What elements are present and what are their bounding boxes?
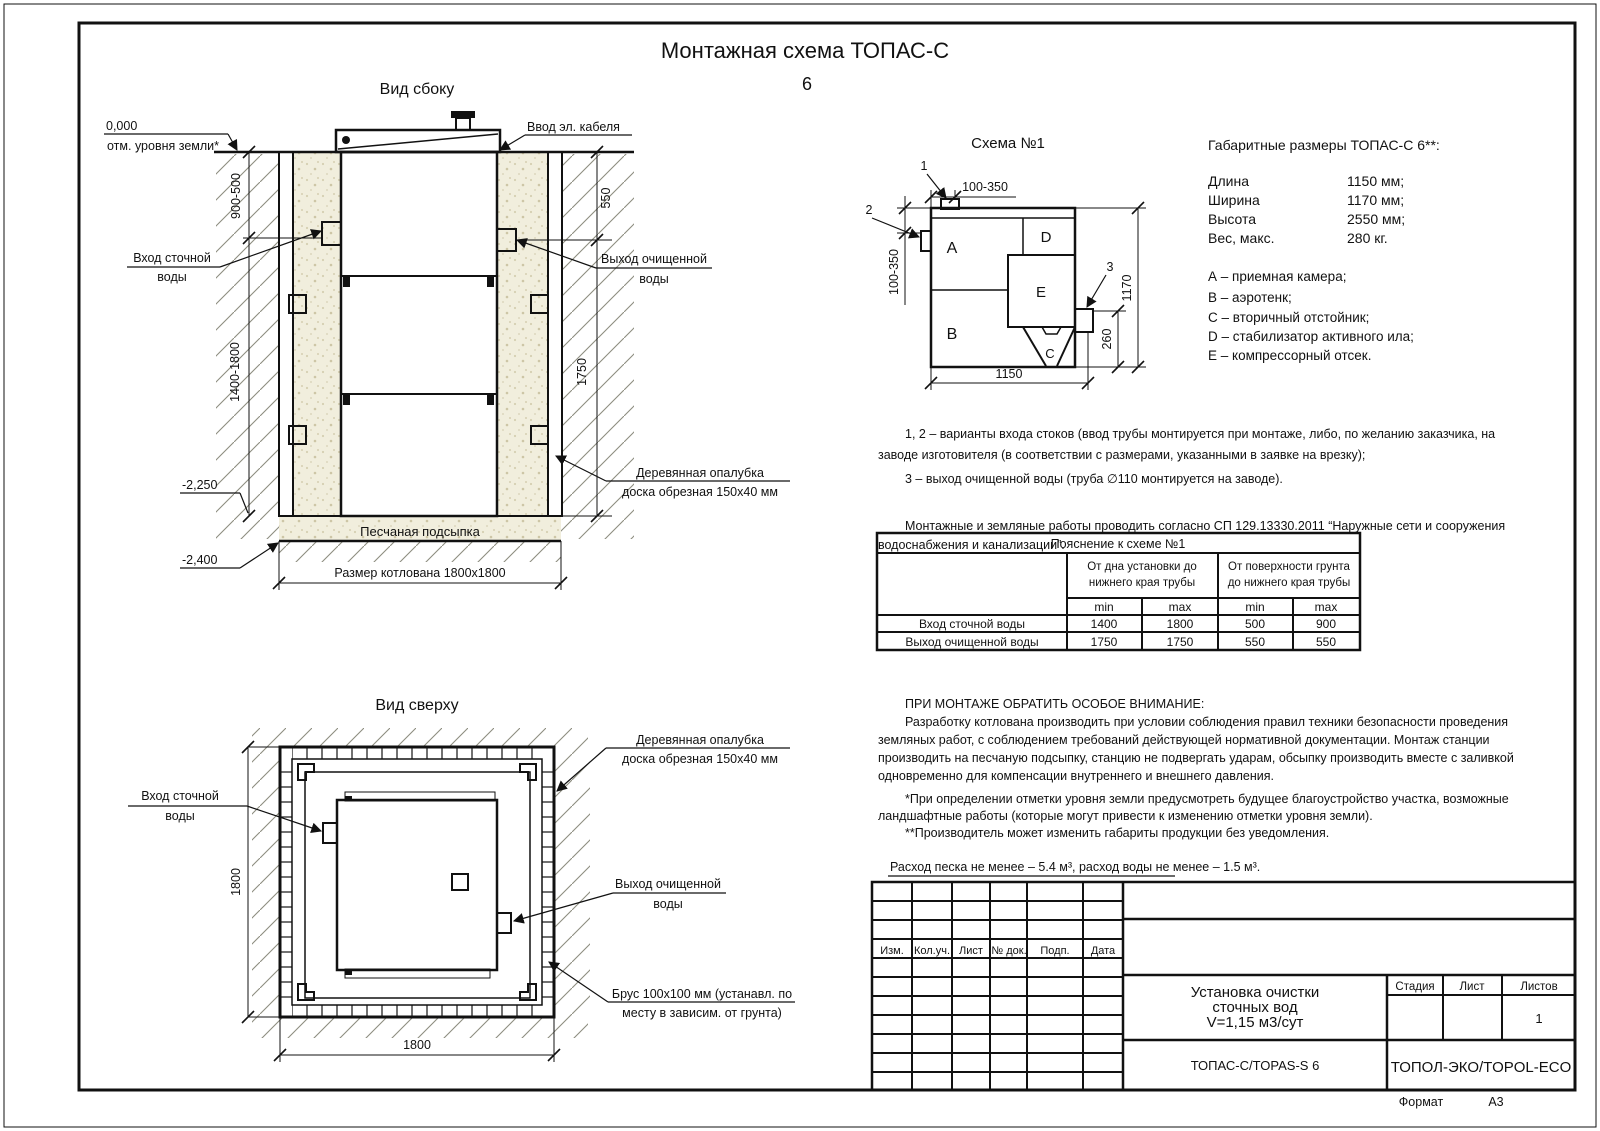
svg-text:3 – выход очищенной воды (труб: 3 – выход очищенной воды (труба ∅110 монтируется на заводе). bbox=[905, 472, 1283, 486]
svg-text:1800: 1800 bbox=[403, 1038, 431, 1052]
svg-text:Монтажные и земляные работы пр: Монтажные и земляные работы проводить согласно СП 129.13330.2011 “Наружные сети и сооружения bbox=[905, 519, 1506, 533]
svg-text:Вход сточной воды: Вход сточной воды bbox=[918, 617, 1026, 631]
top-formwork-label bbox=[557, 733, 790, 791]
compartment-b: B bbox=[946, 326, 958, 343]
stamp-model: ТОПАС-С/TOPAS-S 6 bbox=[1190, 1058, 1320, 1073]
svg-text:1400: 1400 bbox=[1090, 617, 1118, 631]
svg-text:1170 мм;: 1170 мм; bbox=[1347, 192, 1405, 208]
legend-block bbox=[1208, 269, 1414, 363]
top-inlet-pipe bbox=[323, 823, 337, 843]
svg-text:Изм.: Изм. bbox=[880, 945, 904, 957]
svg-text:Выход очищенной: Выход очищенной bbox=[615, 877, 721, 891]
svg-text:100-350: 100-350 bbox=[887, 249, 901, 295]
svg-text:Деревянная опалубка: Деревянная опалубка bbox=[636, 466, 764, 480]
svg-text:min: min bbox=[1245, 600, 1265, 614]
svg-text:Вход сточной: Вход сточной bbox=[141, 789, 219, 803]
compartment-c: C bbox=[1045, 346, 1055, 361]
svg-text:воды: воды bbox=[653, 897, 683, 911]
svg-text:Кол.уч.: Кол.уч. bbox=[913, 945, 951, 957]
svg-text:Ширина: Ширина bbox=[1208, 192, 1260, 208]
top-formwork bbox=[280, 747, 554, 1017]
svg-text:Длина: Длина bbox=[1208, 173, 1249, 189]
svg-text:**Производитель может изменить: **Производитель может изменить габариты продукции без уведомления. bbox=[905, 826, 1330, 840]
stamp-sheets-value: 1 bbox=[1535, 1011, 1543, 1026]
svg-text:заводе изготовителя (в соответ: заводе изготовителя (в соответствии с размерами, указанными в заявке на врезку); bbox=[878, 448, 1366, 462]
svg-text:месту в зависим. от грунта): месту в зависим. от грунта) bbox=[622, 1006, 782, 1020]
svg-text:В – аэротенк;: В – аэротенк; bbox=[1208, 290, 1292, 305]
svg-text:А3: А3 bbox=[1488, 1095, 1504, 1109]
svg-text:500: 500 bbox=[1244, 617, 1266, 631]
top-hatch-opening bbox=[452, 874, 468, 890]
svg-text:-2,400: -2,400 bbox=[182, 553, 218, 567]
specs-block bbox=[1208, 137, 1440, 246]
svg-text:производить на песчаную подсып: производить на песчаную подсыпку, станцию не подвергать ударам, обсыпку производить вместе с заливкой bbox=[878, 751, 1514, 765]
schema-stub-3 bbox=[1075, 309, 1093, 332]
svg-text:доска обрезная 150х40 мм: доска обрезная 150х40 мм bbox=[622, 752, 778, 766]
svg-text:550: 550 bbox=[1315, 635, 1337, 649]
svg-text:земляных работ, с соблюдением: земляных работ, с соблюдением требований действующей нормативной документации. Монтаж станции bbox=[878, 733, 1490, 747]
warning-block bbox=[878, 697, 1514, 783]
svg-text:Подп.: Подп. bbox=[1040, 945, 1070, 957]
svg-text:1, 2 – варианты входа стоков: 1, 2 – варианты входа стоков (ввод трубы монтируется при монтаже, либо, по желанию заказчика, на bbox=[905, 427, 1496, 441]
tank-body bbox=[341, 152, 497, 516]
compartment-a: A bbox=[946, 240, 958, 257]
svg-text:D – стабилизатор активного ила: D – стабилизатор активного ила; bbox=[1208, 329, 1414, 344]
lid-hinge-dot bbox=[342, 136, 350, 144]
svg-text:Лист: Лист bbox=[959, 945, 983, 957]
svg-text:min: min bbox=[1094, 600, 1114, 614]
svg-text:Брус 100х100 мм (устанавл. по: Брус 100х100 мм (устанавл. по bbox=[611, 987, 793, 1001]
schema-title: Схема №1 bbox=[971, 135, 1045, 152]
lid-vent-cap bbox=[456, 118, 470, 130]
level-mark-2400 bbox=[180, 543, 278, 568]
title-block bbox=[872, 882, 1575, 1090]
svg-text:1750: 1750 bbox=[1090, 635, 1118, 649]
dim-1400-1800: 1400-1800 bbox=[228, 342, 242, 402]
svg-text:Установка очистки: Установка очистки bbox=[1190, 984, 1320, 1001]
svg-text:Вход сточной: Вход сточной bbox=[133, 251, 211, 265]
specs-heading: Габаритные размеры ТОПАС-С 6**: bbox=[1208, 137, 1440, 153]
svg-text:280 кг.: 280 кг. bbox=[1347, 230, 1388, 246]
svg-text:V=1,15 м3/сут: V=1,15 м3/сут bbox=[1206, 1014, 1304, 1031]
svg-text:max: max bbox=[1168, 600, 1192, 614]
dim-550: 550 bbox=[599, 187, 613, 209]
svg-text:Выход очищенной воды: Выход очищенной воды bbox=[905, 635, 1039, 649]
svg-text:1800: 1800 bbox=[1166, 617, 1194, 631]
warning-heading: ПРИ МОНТАЖЕ ОБРАТИТЬ ОСОБОЕ ВНИМАНИЕ: bbox=[905, 697, 1205, 711]
compartment-e: E bbox=[1035, 284, 1047, 301]
svg-text:А – приемная камера;: А – приемная камера; bbox=[1208, 269, 1347, 284]
ground-level-label bbox=[104, 119, 237, 153]
svg-text:1150: 1150 bbox=[995, 367, 1023, 381]
stamp-sheets-label: Листов bbox=[1520, 981, 1558, 993]
svg-text:*При определении отметки уровн: *При определении отметки уровня земли предусмотреть будущее благоустройство участка, возможные bbox=[905, 792, 1509, 806]
svg-text:воды: воды bbox=[157, 270, 187, 284]
svg-text:2: 2 bbox=[865, 203, 873, 217]
table-row bbox=[919, 617, 1336, 631]
svg-text:сточных вод: сточных вод bbox=[1212, 999, 1298, 1016]
svg-text:1750: 1750 bbox=[1166, 635, 1194, 649]
stamp-sheet-label: Лист bbox=[1459, 981, 1485, 993]
cable-entry-label bbox=[500, 120, 632, 150]
schema-dimensions bbox=[887, 180, 1146, 390]
svg-text:Дата: Дата bbox=[1090, 945, 1116, 957]
stamp-product-name bbox=[1191, 984, 1320, 1031]
svg-text:От поверхности грунта: От поверхности грунта bbox=[1228, 561, 1350, 573]
svg-text:Расход песка не менее – 5.4 м³: Расход песка не менее – 5.4 м³, расход воды не менее – 1.5 м³. bbox=[890, 860, 1261, 874]
svg-text:№ док.: № док. bbox=[991, 945, 1027, 957]
svg-text:От дна установки до: От дна установки до bbox=[1087, 561, 1197, 573]
svg-text:550: 550 bbox=[1244, 635, 1266, 649]
consumption-note bbox=[888, 860, 1260, 876]
svg-text:Высота: Высота bbox=[1208, 211, 1257, 227]
top-view-title: Вид сверху bbox=[375, 697, 459, 714]
svg-text:1: 1 bbox=[920, 159, 928, 173]
side-view-title: Вид сбоку bbox=[379, 81, 455, 98]
stamp-company: ТОПОЛ-ЭКО/TOPOL-ECO bbox=[1390, 1059, 1572, 1076]
svg-text:Вес, макс.: Вес, макс. bbox=[1208, 230, 1275, 246]
dim-1750: 1750 bbox=[575, 358, 589, 386]
page-title-number: 6 bbox=[801, 74, 813, 94]
format-note bbox=[1399, 1095, 1504, 1109]
svg-text:С – вторичный отстойник;: С – вторичный отстойник; bbox=[1208, 310, 1370, 325]
svg-text:100-350: 100-350 bbox=[962, 180, 1008, 194]
side-view bbox=[104, 81, 790, 590]
sand-bed-label: Песчаная подсыпка bbox=[360, 524, 480, 539]
svg-text:1150 мм;: 1150 мм; bbox=[1347, 173, 1405, 189]
sand-fill bbox=[279, 152, 561, 541]
stamp-stage-label: Стадия bbox=[1395, 981, 1435, 993]
svg-text:Выход очищенной: Выход очищенной bbox=[601, 252, 707, 266]
svg-text:воды: воды bbox=[165, 809, 195, 823]
svg-text:Деревянная опалубка: Деревянная опалубка bbox=[636, 733, 764, 747]
compartment-d: D bbox=[1040, 229, 1052, 246]
svg-text:нижнего края трубы: нижнего края трубы bbox=[1088, 577, 1196, 589]
tank-lid bbox=[336, 111, 500, 152]
notes-sp bbox=[878, 519, 1505, 552]
svg-text:ландшафтные работы (которые мо: ландшафтные работы (которые могут привести к изменению отметки уровня земли). bbox=[878, 809, 1373, 823]
svg-text:воды: воды bbox=[639, 272, 669, 286]
svg-text:1800: 1800 bbox=[229, 868, 243, 896]
svg-text:1170: 1170 bbox=[1120, 274, 1134, 302]
top-outlet-pipe bbox=[497, 913, 511, 933]
page-title: Монтажная схема ТОПАС-С bbox=[660, 38, 950, 63]
svg-text:Ввод эл. кабеля: Ввод эл. кабеля bbox=[527, 120, 620, 134]
schema-tank-outline bbox=[931, 208, 1075, 367]
schema-stub-2 bbox=[921, 231, 931, 251]
footnotes-block bbox=[878, 792, 1509, 840]
svg-text:Разработку котлована производи: Разработку котлована производить при условии соблюдения правил техники безопасности проведения bbox=[905, 715, 1509, 729]
svg-text:отм. уровня земли*: отм. уровня земли* bbox=[107, 139, 220, 153]
stamp-header-labels bbox=[880, 945, 1116, 957]
pit-size-label: Размер котлована 1800х1800 bbox=[334, 566, 506, 580]
top-tank bbox=[337, 792, 497, 978]
notes-pipes bbox=[878, 427, 1495, 486]
svg-text:-2,250: -2,250 bbox=[182, 478, 218, 492]
table-row bbox=[905, 635, 1336, 649]
top-soil-hatch bbox=[252, 728, 590, 1038]
svg-text:900: 900 bbox=[1315, 617, 1337, 631]
table-title: Пояснение к схеме №1 bbox=[1050, 537, 1186, 551]
svg-text:260: 260 bbox=[1100, 328, 1114, 350]
svg-text:доска обрезная 150х40 мм: доска обрезная 150х40 мм bbox=[622, 485, 778, 499]
svg-text:водоснабжения и канализации”.: водоснабжения и канализации”. bbox=[878, 538, 1065, 552]
svg-text:одновременно для компенсации в: одновременно для компенсации внутреннего и внешнего давления. bbox=[878, 769, 1274, 783]
schema-1 bbox=[866, 135, 1146, 390]
svg-text:0,000: 0,000 bbox=[106, 119, 138, 133]
svg-text:2550 мм;: 2550 мм; bbox=[1347, 211, 1406, 227]
svg-text:max: max bbox=[1314, 600, 1338, 614]
svg-text:Формат: Формат bbox=[1398, 1095, 1444, 1109]
top-view bbox=[128, 697, 795, 1062]
dim-900-500: 900-500 bbox=[229, 173, 243, 219]
svg-text:до нижнего края трубы: до нижнего края трубы bbox=[1227, 577, 1351, 589]
svg-text:3: 3 bbox=[1106, 260, 1114, 274]
svg-text:Е – компрессорный отсек.: Е – компрессорный отсек. bbox=[1208, 348, 1372, 363]
